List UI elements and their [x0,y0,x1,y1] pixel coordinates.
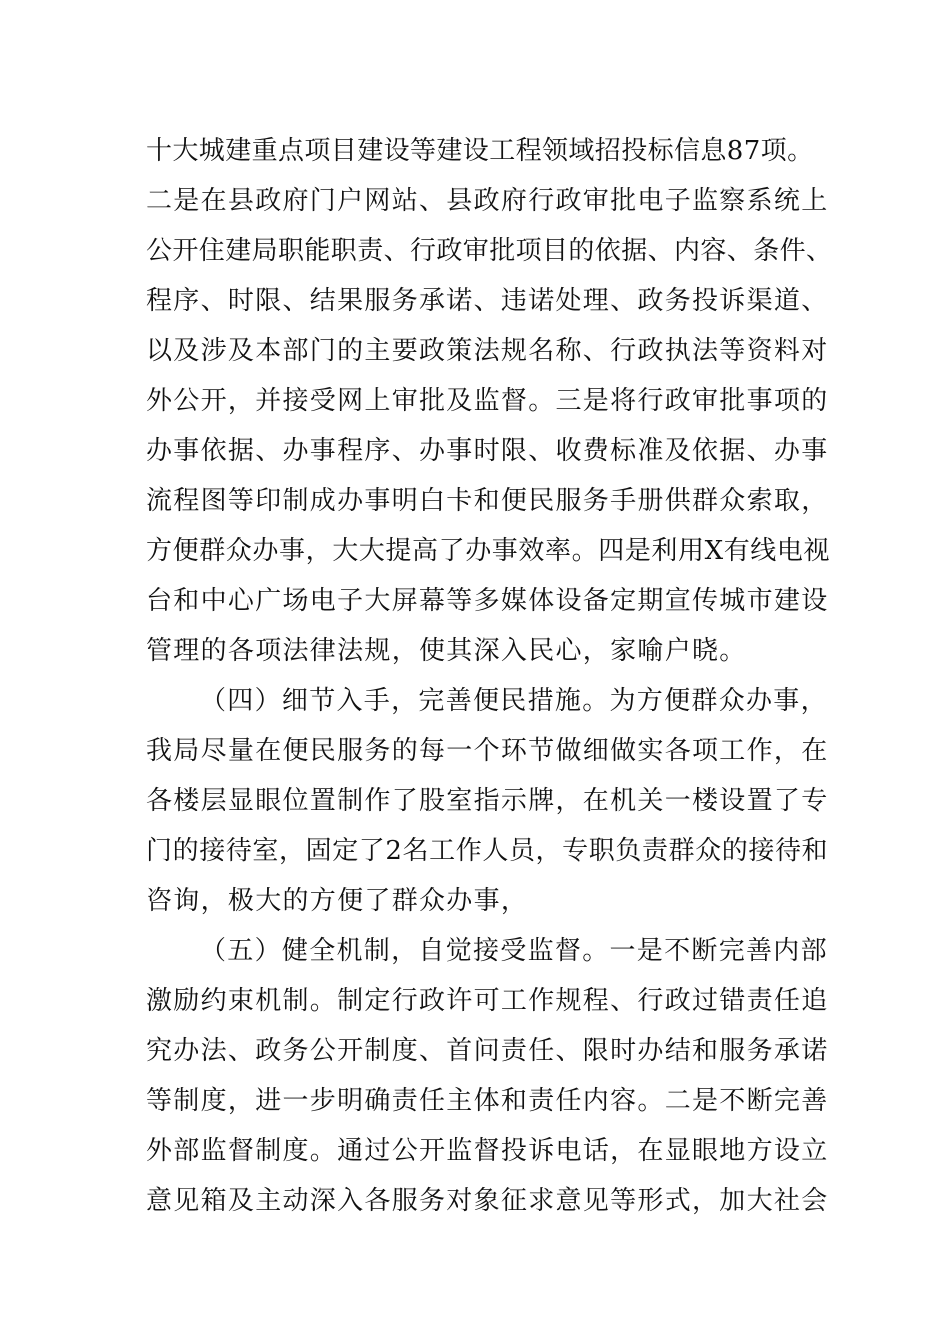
text-line [0,181,950,221]
text-line [0,1031,950,1071]
text-line [0,881,950,921]
text-line [0,1081,950,1121]
text-line [0,281,950,321]
text-line-content: 咨询，极大的方便了群众办事， [146,886,529,916]
text-line-content: 方便群众办事，大大提高了办事效率。四是利用X有线电视 [146,536,831,566]
text-line-content: 流程图等印制成办事明白卡和便民服务手册供群众索取， [146,486,829,516]
text-line-content: 办事依据、办事程序、办事时限、收费标准及依据、办事 [146,436,829,466]
text-line [0,781,950,821]
text-line [0,731,950,771]
text-line-content: 各楼层显眼位置制作了股室指示牌，在机关一楼设置了专 [146,786,829,816]
text-line [0,1181,950,1221]
text-line [0,531,950,571]
text-line-content: 究办法、政务公开制度、首问责任、限时办结和服务承诺 [146,1036,829,1066]
text-line-content: 等制度，进一步明确责任主体和责任内容。二是不断完善 [146,1086,829,1116]
text-line-content: 以及涉及本部门的主要政策法规名称、行政执法等资料对 [146,336,829,366]
text-line-content: 激励约束机制。制定行政许可工作规程、行政过错责任追 [146,986,829,1016]
text-line-content: 意见箱及主动深入各服务对象征求意见等形式，加大社会 [146,1186,829,1216]
text-line-content: 十大城建重点项目建设等建设工程领域招投标信息87项。 [146,136,814,166]
text-line-content: 外公开，并接受网上审批及监督。三是将行政审批事项的 [146,386,829,416]
text-line [0,331,950,371]
text-line [0,581,950,621]
text-line [0,1131,950,1171]
text-line-content: （四）细节入手，完善便民措施。为方便群众办事， [200,686,828,716]
text-line [0,831,950,871]
text-line-content: （五）健全机制，自觉接受监督。一是不断完善内部 [200,936,828,966]
text-line [0,131,950,171]
text-line-content: 门的接待室，固定了2名工作人员，专职负责群众的接待和 [146,836,829,866]
text-line [0,631,950,671]
text-line [0,381,950,421]
text-line [0,681,950,721]
text-line-content: 公开住建局职能职责、行政审批项目的依据、内容、条件、 [146,236,833,266]
text-line-content: 程序、时限、结果服务承诺、违诺处理、政务投诉渠道、 [146,286,829,316]
text-line [0,981,950,1021]
text-line-content: 台和中心广场电子大屏幕等多媒体设备定期宣传城市建设 [146,586,829,616]
text-line-content: 外部监督制度。通过公开监督投诉电话，在显眼地方设立 [146,1136,829,1166]
text-line-content: 我局尽量在便民服务的每一个环节做细做实各项工作，在 [146,736,829,766]
text-line [0,481,950,521]
text-line-content: 二是在县政府门户网站、县政府行政审批电子监察系统上 [146,186,829,216]
text-line [0,931,950,971]
text-line [0,231,950,271]
text-line [0,431,950,471]
text-line-content: 管理的各项法律法规，使其深入民心，家喻户晓。 [146,636,747,666]
